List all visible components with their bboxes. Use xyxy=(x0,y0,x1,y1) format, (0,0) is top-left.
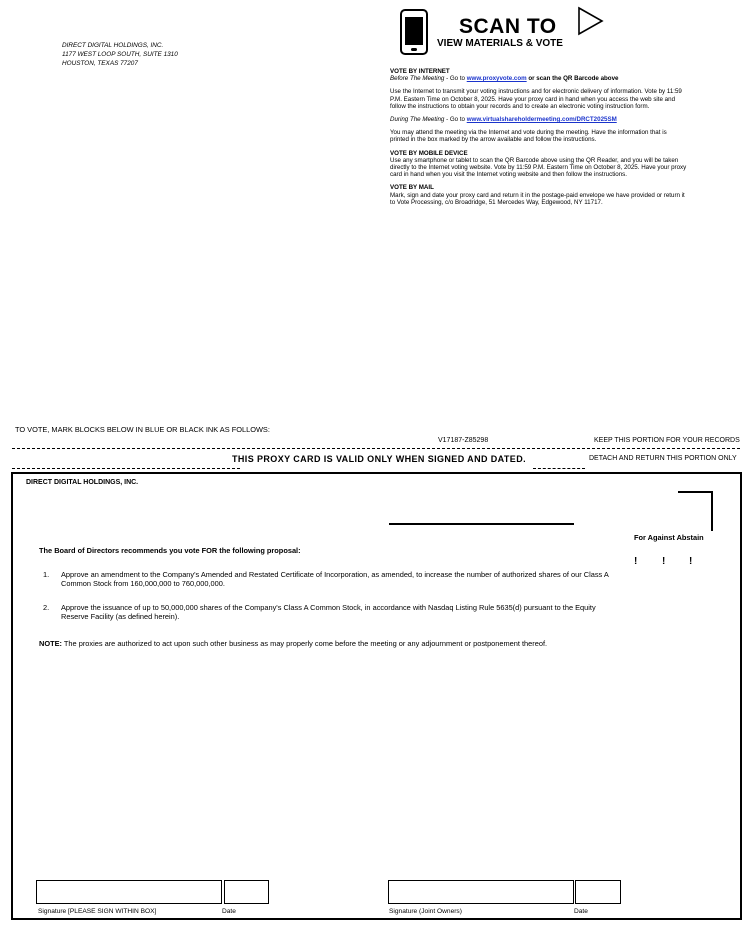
signature-box[interactable] xyxy=(36,880,222,904)
valid-notice: THIS PROXY CARD IS VALID ONLY WHEN SIGNED AND DATED. xyxy=(232,454,526,464)
joint-signature-label: Signature (Joint Owners) xyxy=(389,908,462,915)
board-recommendation: The Board of Directors recommends you vote FOR the following proposal: xyxy=(39,546,301,555)
company-address-block xyxy=(62,41,178,68)
internet-body: Use the Internet to transmit your voting instructions and for electronic delivery of information. Vote by 11:59 P.M. Eastern Time on October 8, 2025. Have your proxy card in hand when you access the web site and follow the instructions to obtain your records and to create an electronic voting instruction form. xyxy=(390,88,682,110)
proposal-number: 1. xyxy=(43,570,50,579)
vote-column-headers: For Against Abstain xyxy=(634,533,704,542)
during-meeting-body: You may attend the meeting via the Internet and vote during the meeting. Have the information that is printed in the box marked by the arrow available and follow the instructions. xyxy=(390,129,667,144)
voting-instructions xyxy=(390,68,687,206)
company-name: DIRECT DIGITAL HOLDINGS, INC. xyxy=(62,42,164,49)
control-number: V17187-Z85298 xyxy=(438,437,489,444)
vote-abstain-box[interactable]: ! xyxy=(689,556,693,567)
mark-instructions: TO VOTE, MARK BLOCKS BELOW IN BLUE OR BLACK INK AS FOLLOWS: xyxy=(15,425,270,434)
perforation-line-left xyxy=(12,468,240,469)
card-company-name: DIRECT DIGITAL HOLDINGS, INC. xyxy=(26,479,139,486)
signature-label: Signature [PLEASE SIGN WITHIN BOX] xyxy=(38,908,157,915)
joint-signature-box[interactable] xyxy=(388,880,574,904)
detach-return-text: DETACH AND RETURN THIS PORTION ONLY xyxy=(589,455,737,462)
company-address-line2: HOUSTON, TEXAS 77207 xyxy=(62,60,138,67)
keep-portion-text: KEEP THIS PORTION FOR YOUR RECORDS xyxy=(594,437,740,444)
mail-body: Mark, sign and date your proxy card and return it in the postage-paid envelope we have provided or return it to Vote Processing, c/o Broadridge, 51 Mercedes Way, Edgewood, NY 11717. xyxy=(390,191,685,206)
address-line xyxy=(389,523,574,525)
during-meeting-label: During The Meeting xyxy=(390,116,445,124)
proposal-text: Approve the issuance of up to 50,000,000 shares of the Company's Class A Common Stock, in accordance with Nasdaq Listing Rule 5635(d) pursuant to the Equity Reserve Facility (as defined herein). xyxy=(61,603,596,621)
before-meeting-line: Before The Meeting - Go to www.proxyvote.com or scan the QR Barcode above xyxy=(390,75,619,83)
mobile-heading: VOTE BY MOBILE DEVICE xyxy=(390,149,468,157)
proposal-text: Approve an amendment to the Company's Amended and Restated Certificate of Incorporation, as amended, to increase the number of authorized shares of our Class A Common Stock from 160,000,000 to 760,000,000. xyxy=(61,570,609,588)
date-label: Date xyxy=(222,908,236,915)
joint-date-label: Date xyxy=(574,908,588,915)
vote-for-box[interactable]: ! xyxy=(634,556,638,567)
during-meeting-line: During The Meeting - Go to www.virtualshareholdermeeting.com/DRCT2025SM xyxy=(390,116,617,124)
scan-title: SCAN TO xyxy=(459,15,557,38)
company-address-line1: 1177 WEST LOOP SOUTH, SUITE 1310 xyxy=(62,51,178,58)
note-text: NOTE: The proxies are authorized to act upon such other business as may properly come before the meeting or any adjournment or postponement thereof. xyxy=(39,639,548,648)
corner-mark xyxy=(678,491,713,493)
mobile-body: Use any smartphone or tablet to scan the QR Barcode above using the QR Reader, and you will be taken directly to the Internet voting website. Vote by 11:59 P.M. Eastern Time on October 8, 2025. Have your proxy card in hand when you visit the Internet voting website and then follow the instructions. xyxy=(390,156,687,179)
virtual-meeting-link[interactable]: www.virtualshareholdermeeting.com/DRCT2025SM xyxy=(466,116,617,124)
perforation-line xyxy=(12,448,740,449)
before-meeting-label: Before The Meeting xyxy=(390,75,445,83)
proxy-card xyxy=(11,472,742,920)
corner-mark-vertical xyxy=(711,491,713,531)
internet-heading: VOTE BY INTERNET xyxy=(390,68,450,75)
proxyvote-link[interactable]: www.proxyvote.com xyxy=(466,75,527,83)
scan-subtitle: VIEW MATERIALS & VOTE xyxy=(437,38,563,49)
perforation-line-right xyxy=(533,468,585,469)
note-label: NOTE: xyxy=(39,639,62,648)
joint-date-box[interactable] xyxy=(575,880,621,904)
arrow-pointer-icon xyxy=(577,6,605,36)
vote-against-box[interactable]: ! xyxy=(662,556,666,567)
proposal-number: 2. xyxy=(43,603,50,612)
date-box[interactable] xyxy=(224,880,269,904)
mail-heading: VOTE BY MAIL xyxy=(390,184,434,192)
smartphone-icon xyxy=(400,9,428,55)
